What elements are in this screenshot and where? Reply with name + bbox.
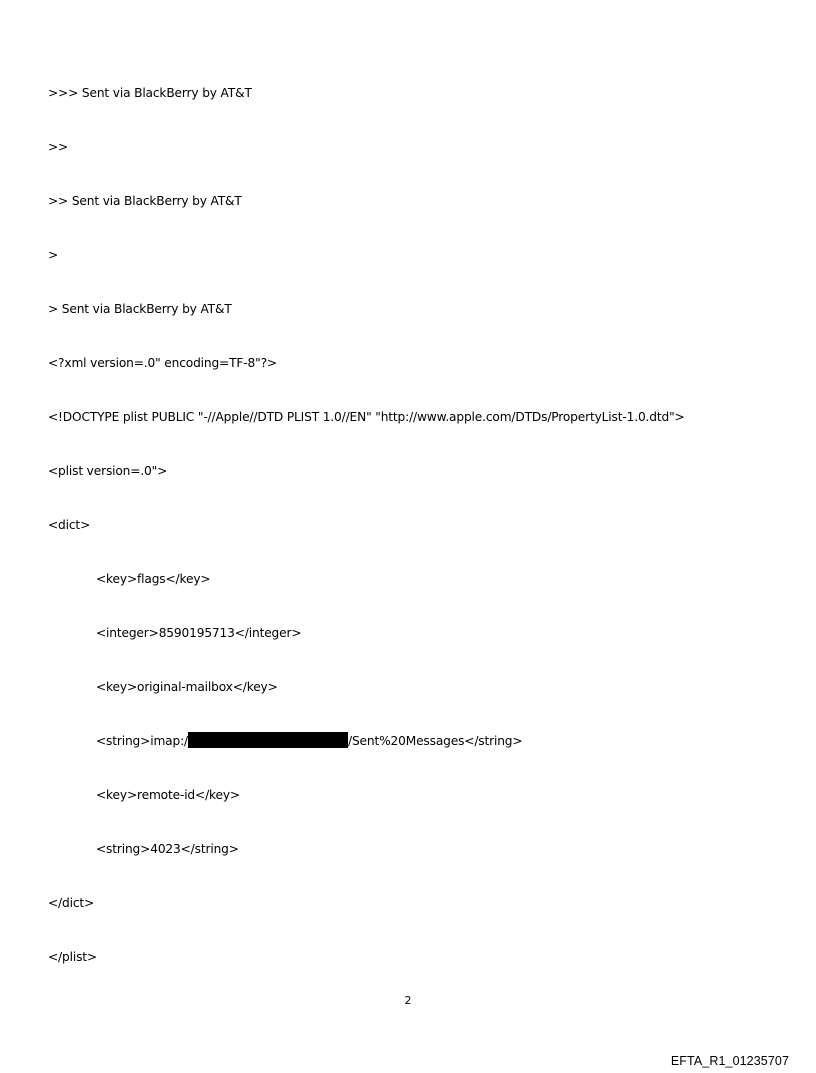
dict-open-line: <dict> (48, 518, 91, 532)
plist-close-line: </plist> (48, 950, 97, 964)
flags-value-line: <integer>8590195713</integer> (96, 626, 302, 640)
quote-marker-line: > (48, 248, 59, 262)
signature-line: > Sent via BlackBerry by AT&T (48, 302, 232, 316)
dict-close-line: </dict> (48, 896, 95, 910)
mailbox-value-suffix: /Sent%20Messages</string> (347, 734, 523, 748)
plist-open-line: <plist version=.0"> (48, 464, 168, 478)
remote-id-value-line: <string>4023</string> (96, 842, 239, 856)
mailbox-value-line (48, 732, 768, 750)
page-number: 2 (404, 994, 412, 1007)
doctype-line: <!DOCTYPE plist PUBLIC "-//Apple//DTD PLIST 1.0//EN" "http://www.apple.com/DTDs/PropertyList-1.0.dtd"> (48, 410, 685, 424)
redaction-bar (188, 732, 348, 748)
signature-line: >> Sent via BlackBerry by AT&T (48, 194, 242, 208)
signature-line: >>> Sent via BlackBerry by AT&T (48, 86, 252, 100)
remote-id-key-line: <key>remote-id</key> (96, 788, 240, 802)
mailbox-key-line: <key>original-mailbox</key> (96, 680, 278, 694)
email-text-body (48, 48, 768, 1002)
xml-declaration-line: <?xml version=.0" encoding=TF-8"?> (48, 356, 277, 370)
quote-marker-line: >> (48, 140, 69, 154)
mailbox-value-prefix: <string>imap:/ (96, 734, 188, 748)
flags-key-line: <key>flags</key> (96, 572, 211, 586)
bates-number: EFTA_R1_01235707 (670, 1054, 789, 1068)
